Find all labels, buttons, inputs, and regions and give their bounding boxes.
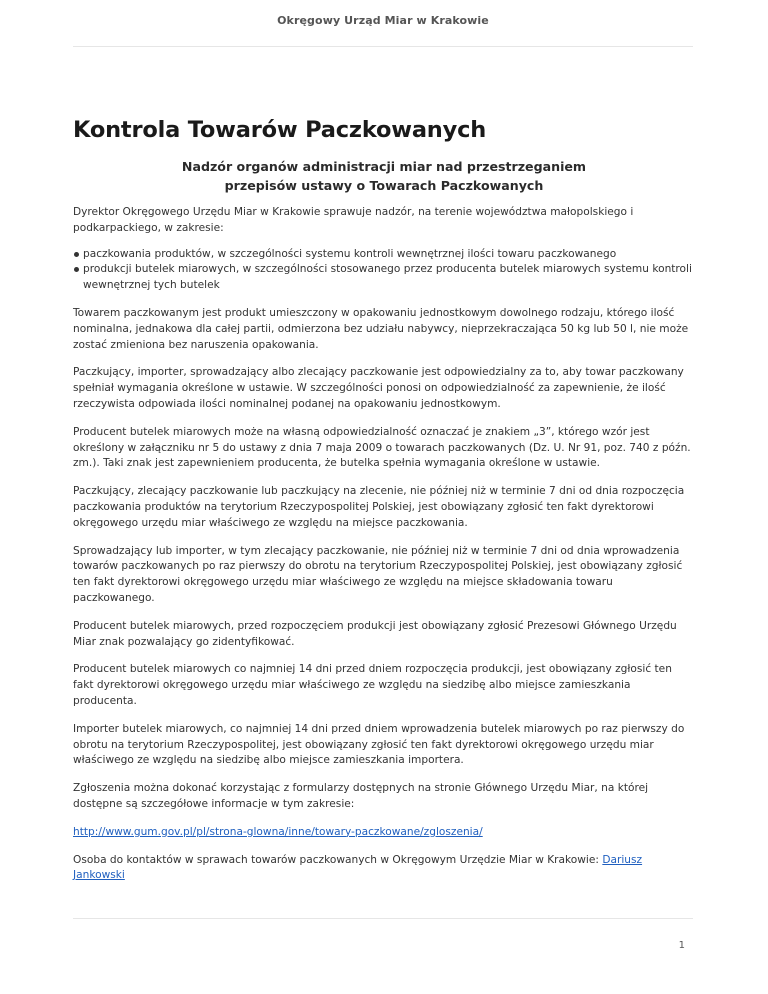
page-number: 1 [678,940,685,951]
list-item-text: produkcji butelek miarowych, w szczególności stosowanego przez producenta butelek miarowych systemu kontroli wewnętrznej tych butelek [83,263,692,292]
bullet-icon [74,267,79,272]
footer-divider [73,918,693,919]
list-item [83,262,695,294]
paragraph-bottle-producer-mark: Producent butelek miarowych, przed rozpoczęciem produkcji jest obowiązany zgłosić Prezesowi Głównego Urzędu Miar znak pozwalający go zidentyfikować. [73,619,677,648]
paragraph-forms: Zgłoszenia można dokonać korzystając z formularzy dostępnych na stronie Głównego Urzędu Miar, na której dostępne są szczegółowe informacje w tym zakresie: [73,782,649,810]
page-subtitle [73,157,695,195]
scope-list [73,247,695,294]
page-title: Kontrola Towarów Paczkowanych [73,117,487,143]
contact-text: Osoba do kontaktów w sprawach towarów paczkowanych w Okręgowym Urzędzie Miar w Krakowie: [73,853,603,866]
bullet-icon [74,252,79,257]
paragraph-bottle-importer-notice: Importer butelek miarowych, co najmniej 14 dni przed dniem wprowadzenia butelek miarowych po raz pierwszy do obrotu na terytorium Rzeczypospolitej, jest obowiązany zgłosić ten fakt dyrektorowi okręgowego urzędu miar właściwego ze względu na siedzibę albo miejsce zamieszkania importera. [73,722,685,767]
paragraph-importer-notice: Sprowadzający lub importer, w tym zlecający paczkowanie, nie później niż w terminie 7 dni od dnia wprowadzenia towarów paczkowanych po raz pierwszy do obrotu na terytorium Rzeczypospolitej Polskiej, jest obowiązany zgłosić ten fakt dyrektorowi okręgowego urzędu miar właściwego ze względu na miejsce składowania towaru paczkowanego. [73,544,683,604]
intro-paragraph: Dyrektor Okręgowego Urzędu Miar w Krakowie sprawuje nadzór, na terenie województwa małopolskiego i podkarpackiego, w zakresie: [73,206,634,234]
paragraph-bottle-mark: Producent butelek miarowych może na własną odpowiedzialność oznaczać je znakiem „3”, którego wzór jest określony w załączniku nr 5 do ustawy z dnia 7 maja 2009 o towarach paczkowanych (Dz. U. Nr 91, poz. 740 z późn. zm.). Taki znak jest zapewnieniem producenta, że butelka spełnia wymagania określone w ustawie. [73,425,691,470]
main-content [73,112,695,884]
subtitle-line-1: Nadzór organów administracji miar nad przestrzeganiem [181,159,587,174]
header-title: Okręgowy Urząd Miar w Krakowie [277,14,489,27]
forms-link[interactable]: http://www.gum.gov.pl/pl/strona-glowna/inne/towary-paczkowane/zgloszenia/ [73,825,483,838]
paragraph-definition: Towarem paczkowanym jest produkt umieszczony w opakowaniu jednostkowym dowolnego rodzaju, którego ilość nominalna, jednakowa dla całej partii, odmierzona bez udziału nabywcy, nieprzekraczająca 50 kg lub 50 l, nie może zostać zmieniona bez naruszenia opakowania. [73,306,689,351]
contact-paragraph [73,853,695,885]
list-item-text: paczkowania produktów, w szczególności systemu kontroli wewnętrznej ilości towaru paczkowanego [83,247,617,260]
page-header [73,0,693,47]
subtitle-line-2: przepisów ustawy o Towarach Paczkowanych [224,178,544,193]
paragraph-packer-notice: Paczkujący, zlecający paczkowanie lub paczkujący na zlecenie, nie później niż w terminie 7 dni od dnia rozpoczęcia paczkowania produktów na terytorium Rzeczypospolitej Polskiej, jest obowiązany zgłosić ten fakt dyrektorowi okręgowego urzędu miar właściwego ze względu na miejsce paczkowania. [73,485,685,529]
contact-person-link[interactable]: Dariusz Jankowski [73,853,643,882]
form-link-paragraph [73,825,695,841]
paragraph-responsibility: Paczkujący, importer, sprowadzający albo zlecający paczkowanie jest odpowiedzialny za to, aby towar paczkowany spełniał wymagania określone w ustawie. W szczególności ponosi on odpowiedzialność za zapewnienie, że ilość rzeczywista odpowiada ilości nominalnej podanej na opakowaniu jednostkowym. [73,366,684,410]
list-item [83,247,695,263]
paragraph-bottle-producer-notice: Producent butelek miarowych co najmniej 14 dni przed dniem rozpoczęcia produkcji, jest obowiązany zgłosić ten fakt dyrektorowi okręgowego urzędu miar właściwego ze względu na siedzibę albo miejsce zamieszkania producenta. [73,663,672,707]
